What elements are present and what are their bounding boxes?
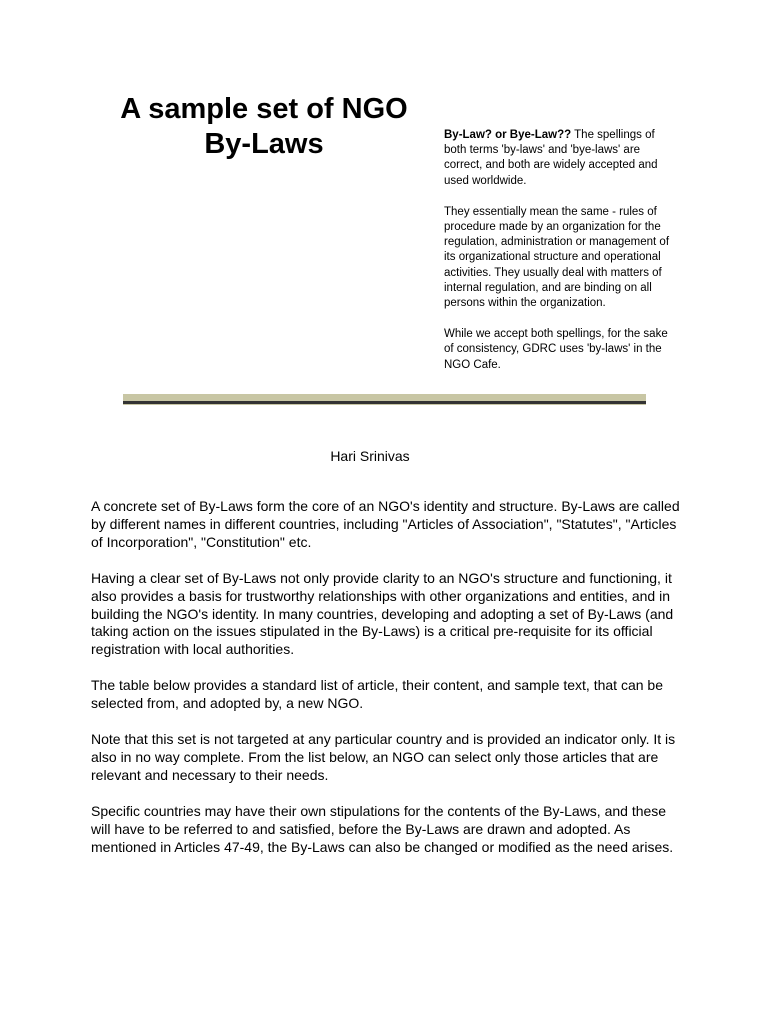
body-paragraph-5: Specific countries may have their own stipulations for the contents of the By-Laws, and these will have to be referred to and satisfied, before the By-Laws are drawn and adopted. As mentioned in Articles 47-49, the By-Laws can also be changed or modified as the need arises. [91,802,674,855]
body-paragraph-2: Having a clear set of By-Laws not only provide clarity to an NGO's structure and functioning, it also provides a basis for trustworthy relationships with other organizations and entities, and in building the NGO's identity. In many countries, developing and adopting a set of By-Laws (and taking action on the issues stipulated in the By-Laws) is a critical pre-requisite for its official registration with local authorities. [91,569,674,658]
sidebar-lead-text: The spellings of both terms 'by-laws' and 'bye-laws' are correct, and both are widely accepted and used worldwide. [444,129,658,187]
page-title [96,92,432,162]
intro-body [91,498,681,875]
author-name: Hari Srinivas [330,448,410,464]
page-title-line-1: A sample set of NGO [120,93,408,125]
body-paragraph-4: Note that this set is not targeted at any particular country and is provided an indicator only. It is also in no way complete. From the list below, an NGO can select only those articles that are relevant and necessary to their needs. [91,731,676,783]
horizontal-divider [123,394,646,405]
sidebar-paragraph-1 [444,128,680,189]
sidebar-paragraph-3: While we accept both spellings, for the sake of consistency, GDRC uses 'by-laws' in the NGO Cafe. [444,328,668,371]
body-paragraph-1: A concrete set of By-Laws form the core of an NGO's identity and structure. By-Laws are called by different names in different countries, including "Articles of Association", "Statutes", "Articles of Incorporation", "Constitution" etc. [91,498,680,550]
page-title-line-2: By-Laws [204,128,324,160]
horizontal-divider-shadow [123,401,646,404]
spelling-note-sidebar [444,128,680,389]
sidebar-lead-heading: By-Law? or Bye-Law?? [444,129,572,141]
body-paragraph-3: The table below provides a standard list of article, their content, and sample text, that can be selected from, and adopted by, a new NGO. [91,677,663,712]
sidebar-paragraph-2: They essentially mean the same - rules of procedure made by an organization for the regulation, administration or management of its organizational structure and operational activities. They usually deal with matters of internal regulation, and are binding on all persons within the organization. [444,205,670,310]
